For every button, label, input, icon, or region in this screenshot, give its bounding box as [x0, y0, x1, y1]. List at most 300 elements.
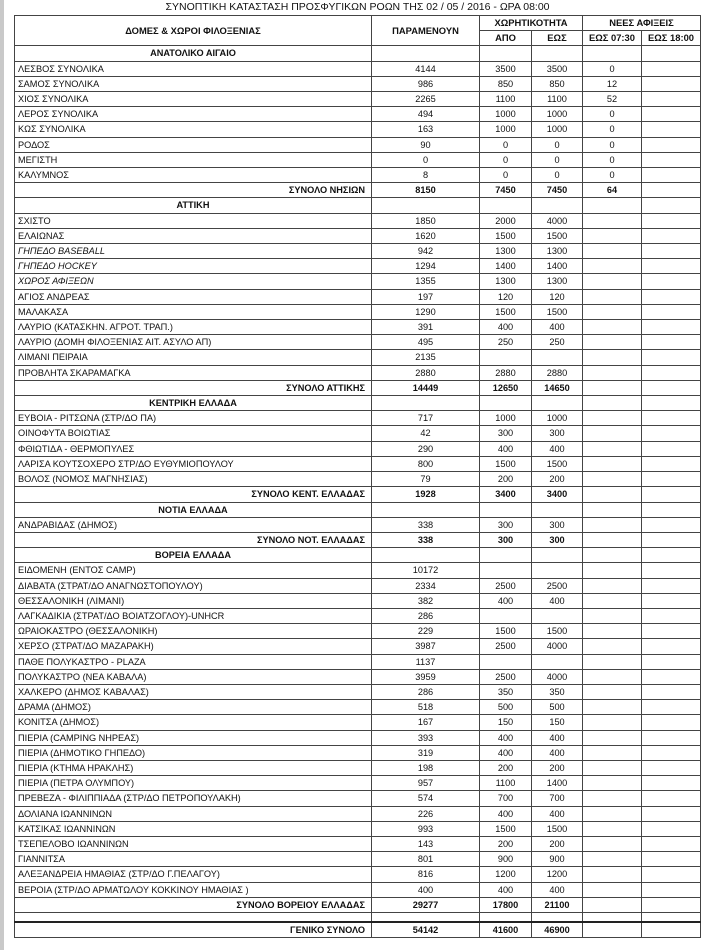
paramenoun-cell: 574 [372, 791, 480, 806]
eos-cell [532, 198, 583, 213]
arrivals-1800-cell [642, 304, 701, 319]
table-row [15, 791, 701, 806]
facility-name: ΑΛΕΞΑΝΔΡΕΙΑ ΗΜΑΘΙΑΣ (ΣΤΡ/ΔΟ Γ.ΠΕΛΑΓΟΥ) [15, 867, 372, 882]
paramenoun-cell: 197 [372, 289, 480, 304]
section-row [15, 548, 701, 563]
paramenoun-cell: 2880 [372, 365, 480, 380]
arrivals-1800-cell [642, 639, 701, 654]
facility-name: ΩΡΑΙΟΚΑΣΤΡΟ (ΘΕΣΣΑΛΟΝΙΚΗ) [15, 624, 372, 639]
arrivals-0730-cell [583, 563, 642, 578]
arrivals-0730-cell [583, 244, 642, 259]
arrivals-1800-cell [642, 46, 701, 61]
facility-name: ΧΕΡΣΟ (ΣΤΡΑΤ/ΔΟ ΜΑΖΑΡΑΚΗ) [15, 639, 372, 654]
paramenoun-cell: 1137 [372, 654, 480, 669]
apo-cell: 0 [480, 152, 532, 167]
table-row [15, 365, 701, 380]
arrivals-1800-cell [642, 61, 701, 76]
facility-name: ΠΑΘΕ ΠΟΛΥΚΑΣΤΡΟ - PLAZA [15, 654, 372, 669]
header-eos-1800: ΕΩΣ 18:00 [642, 31, 701, 46]
eos-cell: 250 [532, 335, 583, 350]
table-row [15, 684, 701, 699]
apo-cell: 150 [480, 715, 532, 730]
arrivals-0730-cell [583, 922, 642, 938]
paramenoun-cell: 518 [372, 700, 480, 715]
apo-cell: 1200 [480, 867, 532, 882]
spacer-cell [642, 912, 701, 922]
eos-cell [532, 563, 583, 578]
table-row [15, 715, 701, 730]
arrivals-0730-cell [583, 396, 642, 411]
subtotal-row [15, 183, 701, 198]
paramenoun-cell: 8 [372, 168, 480, 183]
eos-cell: 1200 [532, 867, 583, 882]
eos-cell: 400 [532, 806, 583, 821]
spacer-cell [480, 912, 532, 922]
spacer-cell [583, 912, 642, 922]
arrivals-1800-cell [642, 380, 701, 395]
arrivals-0730-cell [583, 608, 642, 623]
facility-name: ΣΥΝΟΛΟ ΒΟΡΕΙΟΥ ΕΛΛΑΔΑΣ [15, 897, 372, 912]
facility-name: ΚΟΝΙΤΣΑ (ΔΗΜΟΣ) [15, 715, 372, 730]
table-row [15, 806, 701, 821]
eos-cell: 3400 [532, 487, 583, 502]
section-row [15, 502, 701, 517]
arrivals-1800-cell [642, 517, 701, 532]
apo-cell [480, 46, 532, 61]
spacer-cell [372, 912, 480, 922]
apo-cell: 250 [480, 335, 532, 350]
arrivals-0730-cell: 0 [583, 137, 642, 152]
arrivals-0730-cell [583, 320, 642, 335]
apo-cell: 300 [480, 517, 532, 532]
eos-cell: 400 [532, 441, 583, 456]
eos-cell: 1000 [532, 411, 583, 426]
apo-cell [480, 350, 532, 365]
arrivals-0730-cell [583, 852, 642, 867]
paramenoun-cell: 54142 [372, 922, 480, 938]
arrivals-1800-cell [642, 259, 701, 274]
arrivals-1800-cell [642, 152, 701, 167]
eos-cell: 400 [532, 320, 583, 335]
arrivals-1800-cell [642, 608, 701, 623]
header-paramenoun: ΠΑΡΑΜΕΝΟΥΝ [372, 16, 480, 46]
grand-total-row [15, 922, 701, 938]
table-row [15, 593, 701, 608]
eos-cell: 1500 [532, 821, 583, 836]
apo-cell: 1500 [480, 304, 532, 319]
apo-cell: 200 [480, 760, 532, 775]
arrivals-0730-cell [583, 502, 642, 517]
apo-cell: 400 [480, 882, 532, 897]
refugee-flows-table [14, 0, 701, 938]
eos-cell: 1500 [532, 304, 583, 319]
arrivals-1800-cell [642, 654, 701, 669]
apo-cell: 700 [480, 791, 532, 806]
paramenoun-cell: 494 [372, 107, 480, 122]
arrivals-1800-cell [642, 563, 701, 578]
facility-name: ΛΑΥΡΙΟ (ΔΟΜΗ ΦΙΛΟΞΕΝΙΑΣ ΑΙΤ. ΑΣΥΛΟ ΑΠ) [15, 335, 372, 350]
eos-cell: 21100 [532, 897, 583, 912]
paramenoun-cell: 391 [372, 320, 480, 335]
apo-cell: 17800 [480, 897, 532, 912]
arrivals-1800-cell [642, 684, 701, 699]
apo-cell: 41600 [480, 922, 532, 938]
facility-name: ΓΗΠΕΔΟ HOCKEY [15, 259, 372, 274]
arrivals-1800-cell [642, 198, 701, 213]
facility-name: ΛΑΥΡΙΟ (ΚΑΤΑΣΚΗΝ. ΑΓΡΟΤ. ΤΡΑΠ.) [15, 320, 372, 335]
arrivals-0730-cell [583, 760, 642, 775]
facility-name: ΔΙΑΒΑΤΑ (ΣΤΡΑΤ/ΔΟ ΑΝΑΓΝΩΣΤΟΠΟΥΛΟΥ) [15, 578, 372, 593]
apo-cell [480, 198, 532, 213]
apo-cell: 400 [480, 441, 532, 456]
arrivals-1800-cell [642, 922, 701, 938]
arrivals-1800-cell [642, 487, 701, 502]
table-row [15, 517, 701, 532]
facility-name: ΣΥΝΟΛΟ ΝΟΤ. ΕΛΛΑΔΑΣ [15, 532, 372, 547]
paramenoun-cell: 226 [372, 806, 480, 821]
subtotal-row [15, 380, 701, 395]
arrivals-0730-cell [583, 821, 642, 836]
table-row [15, 472, 701, 487]
paramenoun-cell: 393 [372, 730, 480, 745]
apo-cell: 0 [480, 137, 532, 152]
arrivals-0730-cell: 52 [583, 92, 642, 107]
facility-name: ΕΛΑΙΩΝΑΣ [15, 228, 372, 243]
eos-cell: 0 [532, 168, 583, 183]
paramenoun-cell: 1928 [372, 487, 480, 502]
section-title: ΝΟΤΙΑ ΕΛΛΑΔΑ [15, 502, 372, 517]
apo-cell: 1000 [480, 122, 532, 137]
arrivals-0730-cell [583, 426, 642, 441]
table-row [15, 411, 701, 426]
table-row [15, 867, 701, 882]
eos-cell: 14650 [532, 380, 583, 395]
paramenoun-cell: 29277 [372, 897, 480, 912]
apo-cell: 400 [480, 320, 532, 335]
facility-name: ΓΗΠΕΔΟ BASEBALL [15, 244, 372, 259]
arrivals-0730-cell [583, 730, 642, 745]
table-row [15, 320, 701, 335]
arrivals-1800-cell [642, 760, 701, 775]
eos-cell: 200 [532, 760, 583, 775]
facility-name: ΛΑΓΚΑΔΙΚΙΑ (ΣΤΡΑΤ/ΔΟ ΒΟΙΑΤΖΟΓΛΟΥ)-UNHCR [15, 608, 372, 623]
facility-name: ΠΙΕΡΙΑ (CAMPING ΝΗΡΕΑΣ) [15, 730, 372, 745]
arrivals-0730-cell [583, 745, 642, 760]
facility-name: ΣΧΙΣΤΟ [15, 213, 372, 228]
table-row [15, 274, 701, 289]
table-row [15, 654, 701, 669]
table-row [15, 624, 701, 639]
eos-cell: 900 [532, 852, 583, 867]
table-row [15, 289, 701, 304]
arrivals-1800-cell [642, 320, 701, 335]
eos-cell [532, 654, 583, 669]
eos-cell: 400 [532, 593, 583, 608]
eos-cell [532, 548, 583, 563]
section-row [15, 46, 701, 61]
eos-cell: 1500 [532, 456, 583, 471]
eos-cell [532, 608, 583, 623]
eos-cell [532, 350, 583, 365]
facility-name: ΓΕΝΙΚΟ ΣΥΝΟΛΟ [15, 922, 372, 938]
apo-cell: 1500 [480, 821, 532, 836]
spacer-row [15, 912, 701, 922]
facility-name: ΕΥΒΟΙΑ - ΡΙΤΣΩΝΑ (ΣΤΡ/ΔΟ ΠΑ) [15, 411, 372, 426]
apo-cell: 1100 [480, 92, 532, 107]
paramenoun-cell: 10172 [372, 563, 480, 578]
arrivals-1800-cell [642, 456, 701, 471]
paramenoun-cell: 229 [372, 624, 480, 639]
eos-cell: 1500 [532, 228, 583, 243]
table-row [15, 776, 701, 791]
subtotal-row [15, 532, 701, 547]
apo-cell: 400 [480, 745, 532, 760]
table-row [15, 350, 701, 365]
facility-name: ΟΙΝΟΦΥΤΑ ΒΟΙΩΤΙΑΣ [15, 426, 372, 441]
header-domes: ΔΟΜΕΣ & ΧΩΡΟΙ ΦΙΛΟΞΕΝΙΑΣ [15, 16, 372, 46]
eos-cell: 46900 [532, 922, 583, 938]
eos-cell: 400 [532, 745, 583, 760]
facility-name: ΡΟΔΟΣ [15, 137, 372, 152]
apo-cell: 0 [480, 168, 532, 183]
table-row [15, 168, 701, 183]
apo-cell: 2500 [480, 669, 532, 684]
table-row [15, 244, 701, 259]
arrivals-0730-cell [583, 350, 642, 365]
section-row [15, 198, 701, 213]
arrivals-0730-cell [583, 517, 642, 532]
arrivals-0730-cell [583, 441, 642, 456]
arrivals-1800-cell [642, 335, 701, 350]
arrivals-1800-cell [642, 578, 701, 593]
table-row [15, 852, 701, 867]
arrivals-0730-cell [583, 897, 642, 912]
paramenoun-cell: 1850 [372, 213, 480, 228]
arrivals-0730-cell: 12 [583, 76, 642, 91]
arrivals-0730-cell [583, 259, 642, 274]
arrivals-1800-cell [642, 791, 701, 806]
arrivals-0730-cell [583, 213, 642, 228]
apo-cell: 1300 [480, 274, 532, 289]
header-xoritikotita: ΧΩΡΗΤΙΚΟΤΗΤΑ [480, 16, 583, 31]
apo-cell: 1100 [480, 776, 532, 791]
paramenoun-cell: 286 [372, 684, 480, 699]
facility-name: ΜΕΓΙΣΤΗ [15, 152, 372, 167]
eos-cell: 1000 [532, 107, 583, 122]
table-row [15, 304, 701, 319]
apo-cell: 2500 [480, 639, 532, 654]
eos-cell: 2880 [532, 365, 583, 380]
paramenoun-cell: 2334 [372, 578, 480, 593]
spacer-cell [15, 912, 372, 922]
paramenoun-cell: 993 [372, 821, 480, 836]
left-margin-strip [0, 0, 4, 950]
arrivals-0730-cell: 0 [583, 107, 642, 122]
facility-name: ΠΡΟΒΛΗΤΑ ΣΚΑΡΑΜΑΓΚΑ [15, 365, 372, 380]
facility-name: ΠΙΕΡΙΑ (ΚΤΗΜΑ ΗΡΑΚΛΗΣ) [15, 760, 372, 775]
paramenoun-cell: 816 [372, 867, 480, 882]
arrivals-0730-cell [583, 791, 642, 806]
eos-cell [532, 46, 583, 61]
facility-name: ΛΑΡΙΣΑ ΚΟΥΤΣΟΧΕΡΟ ΣΤΡ/ΔΟ ΕΥΘΥΜΙΟΠΟΥΛΟΥ [15, 456, 372, 471]
page-title: ΣΥΝΟΠΤΙΚΗ ΚΑΤΑΣΤΑΣΗ ΠΡΟΣΦΥΓΙΚΩΝ ΡΟΩΝ ΤΗΣ 02 / 05 / 2016 - ΩΡΑ 08:00 [165, 1, 550, 13]
paramenoun-cell: 143 [372, 836, 480, 851]
eos-cell: 300 [532, 532, 583, 547]
table-row [15, 745, 701, 760]
apo-cell: 1000 [480, 107, 532, 122]
arrivals-0730-cell [583, 669, 642, 684]
paramenoun-cell: 319 [372, 745, 480, 760]
arrivals-0730-cell [583, 867, 642, 882]
table-row [15, 700, 701, 715]
arrivals-1800-cell [642, 244, 701, 259]
table-row [15, 259, 701, 274]
facility-name: ΚΑΤΣΙΚΑΣ ΙΩΑΝΝΙΝΩΝ [15, 821, 372, 836]
table-row [15, 760, 701, 775]
apo-cell: 400 [480, 730, 532, 745]
eos-cell: 850 [532, 76, 583, 91]
arrivals-0730-cell [583, 836, 642, 851]
facility-name: ΛΙΜΑΝΙ ΠΕΙΡΑΙΑ [15, 350, 372, 365]
paramenoun-cell: 286 [372, 608, 480, 623]
facility-name: ΦΘΙΩΤΙΔΑ - ΘΕΡΜΟΠΥΛΕΣ [15, 441, 372, 456]
arrivals-1800-cell [642, 137, 701, 152]
table-row [15, 107, 701, 122]
eos-cell: 300 [532, 517, 583, 532]
table-row [15, 92, 701, 107]
eos-cell: 3500 [532, 61, 583, 76]
table-row [15, 441, 701, 456]
apo-cell: 120 [480, 289, 532, 304]
arrivals-1800-cell [642, 76, 701, 91]
arrivals-1800-cell [642, 122, 701, 137]
table-row [15, 137, 701, 152]
arrivals-0730-cell [583, 806, 642, 821]
table-row [15, 669, 701, 684]
paramenoun-cell [372, 502, 480, 517]
arrivals-1800-cell [642, 213, 701, 228]
eos-cell: 700 [532, 791, 583, 806]
apo-cell [480, 502, 532, 517]
paramenoun-cell: 163 [372, 122, 480, 137]
arrivals-1800-cell [642, 806, 701, 821]
header-nees-afixeis: ΝΕΕΣ ΑΦΙΞΕΙΣ [583, 16, 701, 31]
paramenoun-cell: 957 [372, 776, 480, 791]
facility-name: ΑΝΔΡΑΒΙΔΑΣ (ΔΗΜΟΣ) [15, 517, 372, 532]
apo-cell [480, 654, 532, 669]
apo-cell: 200 [480, 836, 532, 851]
arrivals-0730-cell: 0 [583, 122, 642, 137]
paramenoun-cell: 1620 [372, 228, 480, 243]
facility-name: ΛΕΣΒΟΣ ΣΥΝΟΛΙΚΑ [15, 61, 372, 76]
arrivals-1800-cell [642, 228, 701, 243]
arrivals-0730-cell [583, 304, 642, 319]
arrivals-0730-cell [583, 578, 642, 593]
apo-cell: 3400 [480, 487, 532, 502]
arrivals-0730-cell [583, 46, 642, 61]
table-row [15, 335, 701, 350]
subtotal-row [15, 487, 701, 502]
table-row [15, 639, 701, 654]
eos-cell: 1500 [532, 624, 583, 639]
table-row [15, 213, 701, 228]
facility-name: ΔΡΑΜΑ (ΔΗΜΟΣ) [15, 700, 372, 715]
paramenoun-cell: 4144 [372, 61, 480, 76]
eos-cell: 200 [532, 836, 583, 851]
eos-cell: 300 [532, 426, 583, 441]
eos-cell: 150 [532, 715, 583, 730]
paramenoun-cell: 986 [372, 76, 480, 91]
apo-cell [480, 563, 532, 578]
paramenoun-cell: 400 [372, 882, 480, 897]
paramenoun-cell: 1355 [372, 274, 480, 289]
facility-name: ΣΥΝΟΛΟ ΑΤΤΙΚΗΣ [15, 380, 372, 395]
paramenoun-cell: 198 [372, 760, 480, 775]
arrivals-0730-cell [583, 487, 642, 502]
facility-name: ΚΩΣ ΣΥΝΟΛΙΚΑ [15, 122, 372, 137]
facility-name: ΒΟΛΟΣ (ΝΟΜΟΣ ΜΑΓΝΗΣΙΑΣ) [15, 472, 372, 487]
apo-cell: 400 [480, 593, 532, 608]
arrivals-0730-cell [583, 198, 642, 213]
apo-cell: 500 [480, 700, 532, 715]
arrivals-0730-cell [583, 411, 642, 426]
section-title: ΑΤΤΙΚΗ [15, 198, 372, 213]
arrivals-1800-cell [642, 92, 701, 107]
arrivals-0730-cell: 0 [583, 61, 642, 76]
arrivals-0730-cell [583, 715, 642, 730]
paramenoun-cell: 382 [372, 593, 480, 608]
title-row [15, 0, 701, 16]
arrivals-0730-cell [583, 684, 642, 699]
arrivals-1800-cell [642, 624, 701, 639]
apo-cell: 2000 [480, 213, 532, 228]
paramenoun-cell: 167 [372, 715, 480, 730]
arrivals-0730-cell [583, 532, 642, 547]
arrivals-0730-cell [583, 289, 642, 304]
table-row [15, 76, 701, 91]
facility-name: ΠΟΛΥΚΑΣΤΡΟ (ΝΕΑ ΚΑΒΑΛΑ) [15, 669, 372, 684]
eos-cell: 1300 [532, 244, 583, 259]
apo-cell: 12650 [480, 380, 532, 395]
eos-cell: 4000 [532, 639, 583, 654]
arrivals-1800-cell [642, 897, 701, 912]
arrivals-0730-cell [583, 274, 642, 289]
apo-cell [480, 548, 532, 563]
paramenoun-cell [372, 198, 480, 213]
arrivals-1800-cell [642, 532, 701, 547]
section-row [15, 396, 701, 411]
arrivals-1800-cell [642, 168, 701, 183]
apo-cell: 1500 [480, 228, 532, 243]
arrivals-0730-cell [583, 228, 642, 243]
arrivals-0730-cell [583, 624, 642, 639]
section-title: ΚΕΝΤΡΙΚΗ ΕΛΛΑΔΑ [15, 396, 372, 411]
paramenoun-cell: 3987 [372, 639, 480, 654]
arrivals-0730-cell [583, 456, 642, 471]
arrivals-0730-cell [583, 472, 642, 487]
paramenoun-cell: 495 [372, 335, 480, 350]
paramenoun-cell: 2135 [372, 350, 480, 365]
table-row [15, 608, 701, 623]
facility-name: ΣΑΜΟΣ ΣΥΝΟΛΙΚΑ [15, 76, 372, 91]
paramenoun-cell: 42 [372, 426, 480, 441]
arrivals-1800-cell [642, 274, 701, 289]
facility-name: ΧΙΟΣ ΣΥΝΟΛΙΚΑ [15, 92, 372, 107]
eos-cell: 350 [532, 684, 583, 699]
arrivals-0730-cell [583, 639, 642, 654]
arrivals-0730-cell [583, 335, 642, 350]
paramenoun-cell [372, 46, 480, 61]
